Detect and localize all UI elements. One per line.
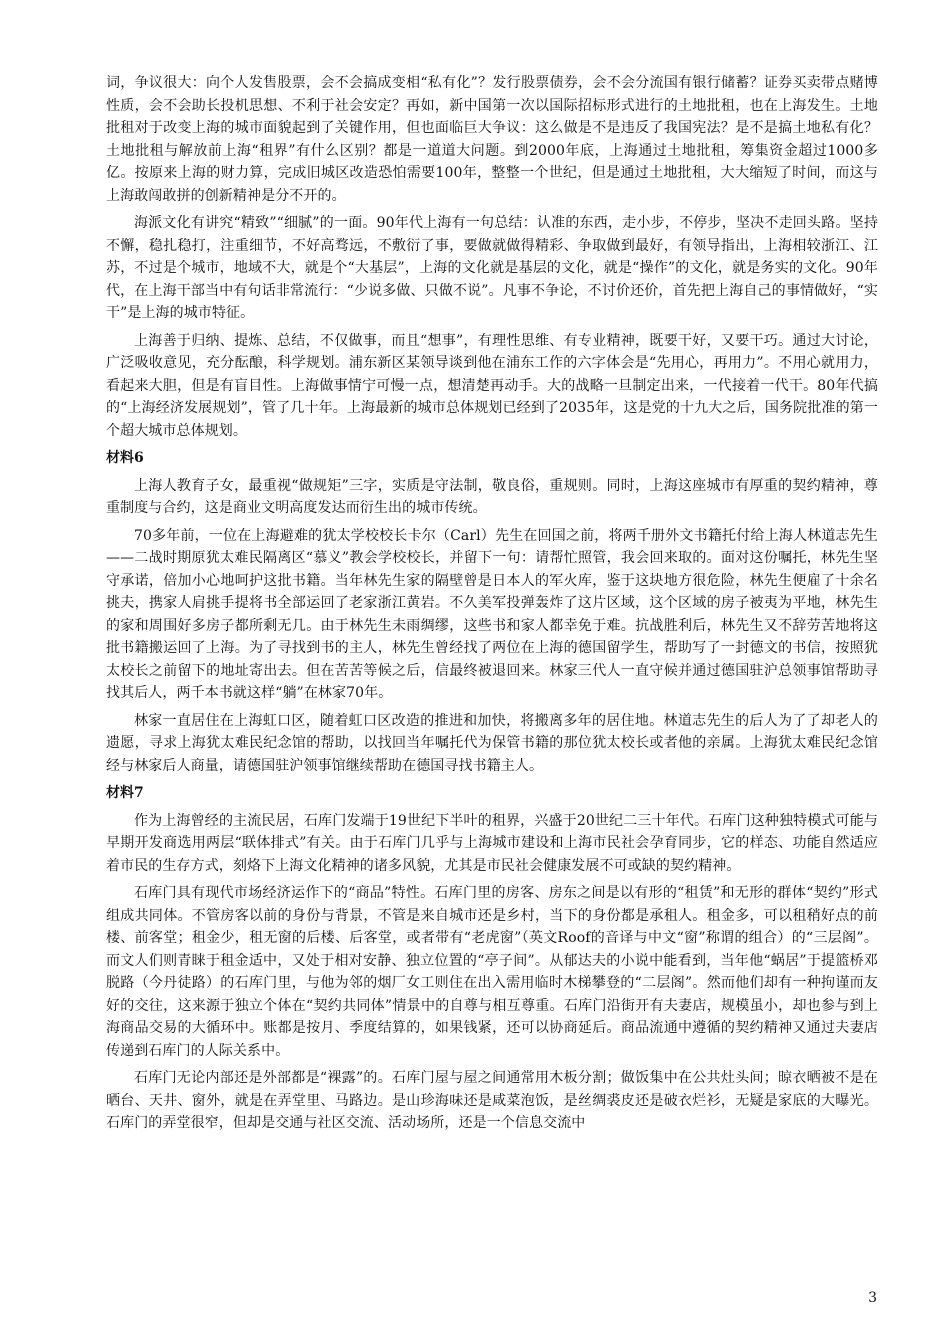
page-number: 3 <box>868 1290 877 1306</box>
document-page <box>106 72 878 1140</box>
section-heading-material-7: 材料7 <box>106 785 144 801</box>
body-paragraph: 上海善于归纳、提炼、总结，不仅做事，而且“想事”，有理性思维、有专业精神，既要干好，又要干巧。通过大讨论，广泛吸收意见，充分酝酿，科学规划。浦东新区某领导谈到他在浦东工作的六字体会是“先用心，再用力”。不用心就用力，看起来大胆，但是有盲目性。上海做事情宁可慢一点，想清楚再动手。大的战略一旦制定出来，一代接着一代干。80年代搞的“上海经济发展规划”，管了几十年。上海最新的城市总体规划已经到了2035年，这是党的十九大之后，国务院批准的第一个超大城市总体规划。 <box>106 332 878 439</box>
body-paragraph: 70多年前，一位在上海避难的犹太学校校长卡尔（Carl）先生在回国之前，将两千册外文书籍托付给上海人林道志先生——二战时期原犹太难民隔离区“慕义”教会学校校长，并留下一句：请帮忙照管，我会回来取的。面对这份嘱托，林先生坚守承诺，倍加小心地呵护这批书籍。当年林先生家的隔壁曾是日本人的军火库，鉴于这块地方很危险，林先生便雇了十余名挑夫，携家人肩挑手提将书全部运回了老家浙江黄岩。不久美军投弹轰炸了这片区域，这个区域的房子被夷为平地，林先生的家和周围好多房子都所剩无几。由于林先生未雨绸缪，这些书和家人都幸免于难。抗战胜利后，林先生又不辞劳苦地将这批书籍搬运回了上海。为了寻找到书的主人，林先生曾经找了两位在上海的德国留学生，帮助写了一封德文的书信，按照犹太校长之前留下的地址寄出去。但在苦苦等候之后，信最终被退回来。林家三代人一直守候并通过德国驻沪总领事馆帮助寻找其后人，两千本书就这样“躺”在林家70年。 <box>106 527 878 701</box>
body-paragraph: 海派文化有讲究“精致”“细腻”的一面。90年代上海有一句总结：认准的东西，走小步，不停步，坚决不走回头路。坚持不懈，稳扎稳打，注重细节，不好高骛远，不敷衍了事，要做就做得精彩、争取做到最好，有领导指出，上海相较浙江、江苏，不过是个城市，地域不大，就是个“大基层”，上海的文化就是基层的文化，就是“操作”的文化，就是务实的文化。90年代，在上海干部当中有句话非常流行：“少说多做、只做不说”。凡事不争论，不讨价还价，首先把上海自己的事情做好，“实干”是上海的城市特征。 <box>106 215 878 321</box>
section-heading-material-6: 材料6 <box>106 450 144 466</box>
body-paragraph: 作为上海曾经的主流民居，石库门发端于19世纪下半叶的租界，兴盛于20世纪二三十年代。石库门这种独特模式可能与早期开发商选用两层“联体排式”有关。由于石库门几乎与上海城市建设和上海市民社会孕育同步，它的样态、功能自然适应着市民的生存方式，刻烙下上海文化精神的诸多风貌，尤其是市民社会健康发展不可或缺的契约精神。 <box>106 812 878 874</box>
body-paragraph: 林家一直居住在上海虹口区，随着虹口区改造的推进和加快，将搬离多年的居住地。林道志先生的后人为了了却老人的遗愿，寻求上海犹太难民纪念馆的帮助，以找回当年嘱托代为保管书籍的那位犹太校长或者他的亲属。上海犹太难民纪念馆经与林家后人商量，请德国驻沪领事馆继续帮助在德国寻找书籍主人。 <box>106 712 878 774</box>
body-paragraph: 石库门具有现代市场经济运作下的“商品”特性。石库门里的房客、房东之间是以有形的“租赁”和无形的群体“契约”形式组成共同体。不管房客以前的身份与背景，不管是来自城市还是乡村，当下的身份都是承租人。租金多，可以租稍好点的前楼、前客堂；租金少，租无窗的后楼、后客堂，或者带有“老虎窗”（英文Roof的音译与中文“窗”称谓的组合）的“三层阁”。而文人们则青睐于租金适中，又处于相对安静、独立位置的“亭子间”。从郁达夫的小说中能看到，当年他“蜗居”于提篮桥邓脱路（今丹徒路）的石库门里，与他为邻的烟厂女工则住在出入需用临时木梯攀登的“二层阁”。然而他们却有一种拘谨而友好的交往，这来源于独立个体在“契约共同体”情景中的自尊与相互尊重。石库门沿街开有夫妻店，规模虽小，却也参与到上海商品交易的大循环中。账都是按月、季度结算的，如果钱紧，还可以协商延后。商品流通中遵循的契约精神又通过夫妻店传递到石库门的人际关系中。 <box>106 885 878 1059</box>
body-paragraph: 词，争议很大：向个人发售股票，会不会搞成变相“私有化”？发行股票债券，会不会分流国有银行储蓄？证券买卖带点赌博性质，会不会助长投机思想、不利于社会安定？再如，新中国第一次以国际招标形式进行的土地批租，也在上海发生。土地批租对于改变上海的城市面貌起到了关键作用，但也面临巨大争议：这么做是不是违反了我国宪法？是不是搞土地私有化？土地批租与解放前上海“租界”有什么区别？都是一道道大问题。到2000年底，上海通过土地批租，筹集资金超过1000多亿。按原来上海的财力算，完成旧城区改造恐怕需要100年，整整一个世纪，但是通过土地批租，大大缩短了时间，而这与上海敢闯敢拼的创新精神是分不开的。 <box>106 75 878 204</box>
body-paragraph: 上海人教育子女，最重视“做规矩”三字，实质是守法制，敬良俗，重规则。同时，上海这座城市有厚重的契约精神，尊重制度与合约，这是商业文明高度发达而衍生出的城市传统。 <box>106 477 878 516</box>
body-paragraph: 石库门无论内部还是外部都是“裸露”的。石库门屋与屋之间通常用木板分割；做饭集中在公共灶头间；晾衣晒被不是在晒台、天井、窗外，就是在弄堂里、马路边。是山珍海味还是咸菜泡饭，是丝绸裘皮还是破衣烂衫，无疑是家底的大曝光。石库门的弄堂很窄，但却是交通与社区交流、活动场所，还是一个信息交流中 <box>106 1070 878 1131</box>
